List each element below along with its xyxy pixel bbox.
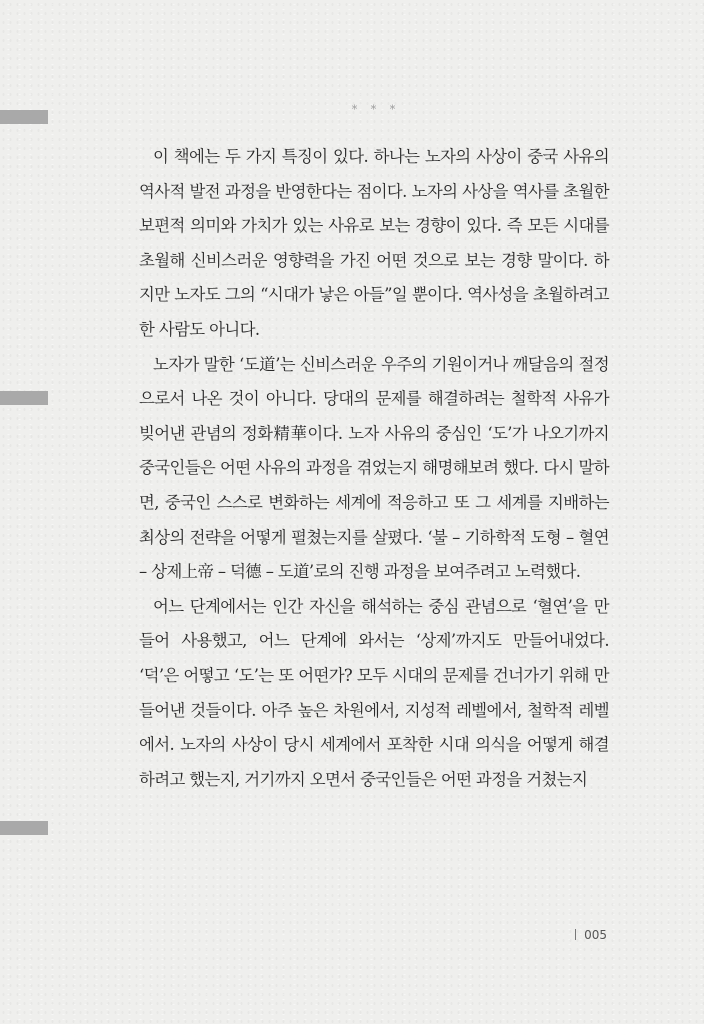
folio-divider (575, 929, 576, 940)
paragraph: 어느 단계에서는 인간 자신을 해석하는 중심 관념으로 ‘혈연’을 만들어 사용했고, 어느 단계에 와서는 ‘상제’까지도 만들어내었다. ‘덕’은 어떻고 ‘도’는 또 어떤가? 모두 시대의 문제를 건너가기 위해 만들어낸 것들이다. 아주 높은 차원에서, 지성적 레벨에서, 철학적 레벨에서. 노자의 사상이 당시 세계에서 포착한 시대 의식을 어떻게 해결하려고 했는지, 거기까지 오면서 중국인들은 어떤 과정을 거쳤는지 (139, 596, 609, 789)
page-folio (575, 928, 607, 942)
edge-tab-marker (0, 821, 48, 835)
paragraph: 노자가 말한 ‘도道’는 신비스러운 우주의 기원이거나 깨달음의 절정으로서 나온 것이 아니다. 당대의 문제를 해결하려는 철학적 사유가 빚어낸 관념의 정화精華이다. 노자 사유의 중심인 ‘도’가 나오기까지 중국인들은 어떤 사유의 과정을 겪었는지 해명해보려 했다. 다시 말하면, 중국인 스스로 변화하는 세계에 적응하고 또 그 세계를 지배하는 최상의 전략을 어떻게 펼쳤는지를 살폈다. ‘불 – 기하학적 도형 – 혈연 – 상제上帝 – 덕德 – 도道’로의 진행 과정을 보여주려고 노력했다. (139, 354, 609, 582)
section-ornament: * * * (351, 103, 401, 116)
body-text (139, 140, 609, 797)
paragraph: 이 책에는 두 가지 특징이 있다. 하나는 노자의 사상이 중국 사유의 역사적 발전 과정을 반영한다는 점이다. 노자의 사상을 역사를 초월한 보편적 의미와 가치가 있는 사유로 보는 경향이 있다. 즉 모든 시대를 초월해 신비스러운 영향력을 가진 어떤 것으로 보는 경향 말이다. 하지만 노자도 그의 “시대가 낳은 아들”일 뿐이다. 역사성을 초월하려고 한 사람도 아니다. (139, 147, 609, 339)
edge-tab-marker (0, 391, 48, 405)
page-number: 005 (584, 928, 607, 942)
